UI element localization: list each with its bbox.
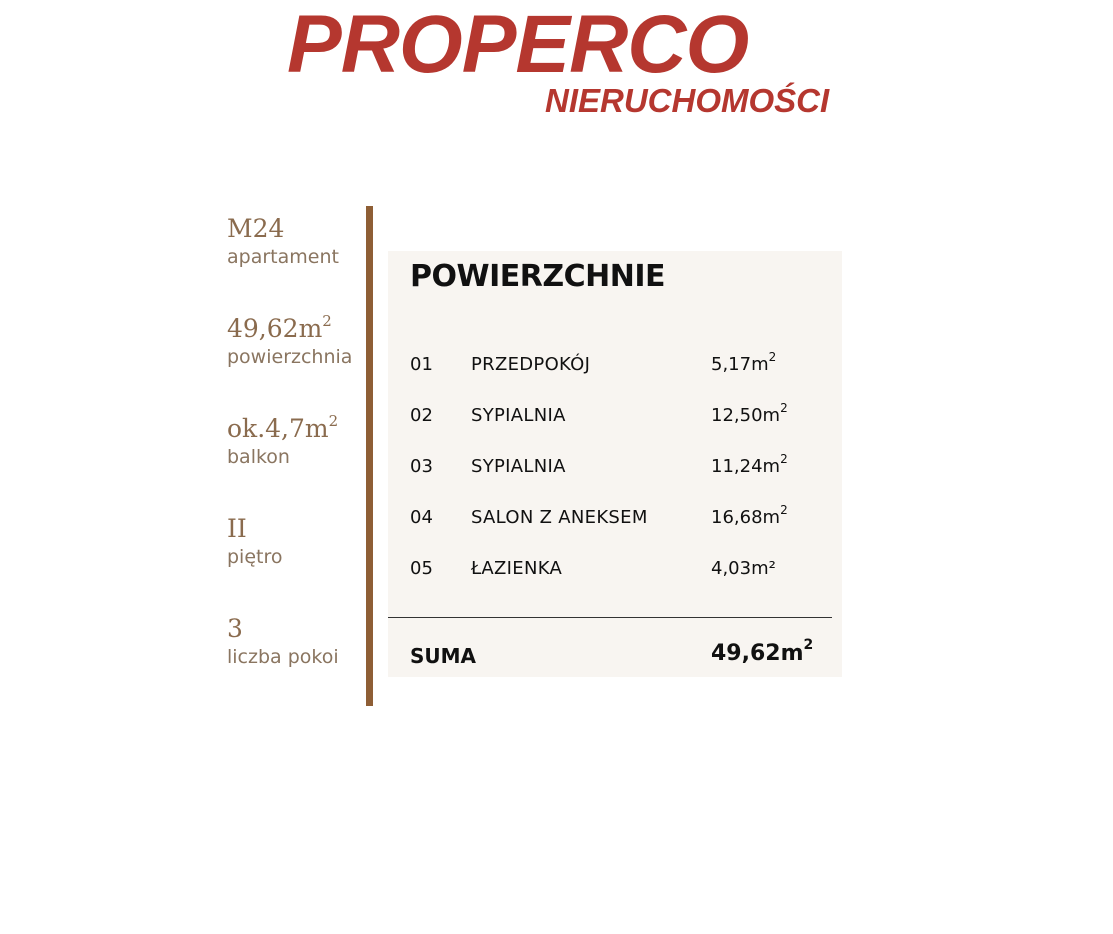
stat-rooms: [227, 616, 339, 667]
room-row: [388, 503, 842, 537]
room-number: 05: [410, 558, 433, 579]
total-label: SUMA: [410, 644, 477, 668]
stat-area: [227, 312, 353, 368]
room-area: $11,24m^2$: [711, 452, 788, 477]
total-value: $49,62m^2$: [711, 637, 814, 666]
room-row: [388, 558, 842, 588]
room-name: SALON Z ANEKSEM: [471, 507, 648, 528]
room-area: $5,17m^2$: [711, 350, 777, 375]
room-number: 03: [410, 456, 433, 477]
panel-title: POWIERZCHNIE: [410, 259, 665, 294]
room-area: $16,68m^2$: [711, 503, 788, 528]
stat-balcony-value: $ok.4,7m^2$: [227, 412, 339, 443]
stat-apartment-label: apartament: [227, 246, 339, 268]
room-name: PRZEDPOKÓJ: [471, 354, 591, 375]
room-row: [388, 452, 842, 486]
room-row: [388, 401, 842, 435]
room-name: ŁAZIENKA: [471, 558, 563, 579]
room-area: 4,03m²: [711, 558, 776, 579]
room-name: SYPIALNIA: [471, 456, 566, 477]
total-separator: [388, 617, 832, 618]
stat-balcony: [227, 412, 339, 468]
stat-floor-value: II: [227, 514, 247, 543]
stat-area-value: $49,62m^2$: [227, 312, 332, 343]
stat-rooms-value: 3: [227, 614, 243, 643]
room-number: 02: [410, 405, 433, 426]
room-name: SYPIALNIA: [471, 405, 566, 426]
room-row: [388, 350, 842, 384]
stat-apartment: [227, 216, 339, 267]
stat-apartment-value: M24: [227, 214, 285, 243]
brand-logo: [0, 0, 1113, 130]
brand-subtitle: NIERUCHOMOŚCI: [545, 82, 830, 119]
brand-name: PROPERCO: [287, 0, 749, 90]
room-area: $12,50m^2$: [711, 401, 788, 426]
vertical-divider: [366, 206, 373, 706]
areas-panel: [388, 251, 842, 677]
stat-area-label: powierzchnia: [227, 346, 353, 368]
stat-rooms-label: liczba pokoi: [227, 646, 339, 668]
room-number: 04: [410, 507, 433, 528]
stat-floor-label: piętro: [227, 546, 283, 568]
stat-floor: [227, 516, 283, 567]
room-number: 01: [410, 354, 433, 375]
stat-balcony-label: balkon: [227, 446, 290, 468]
